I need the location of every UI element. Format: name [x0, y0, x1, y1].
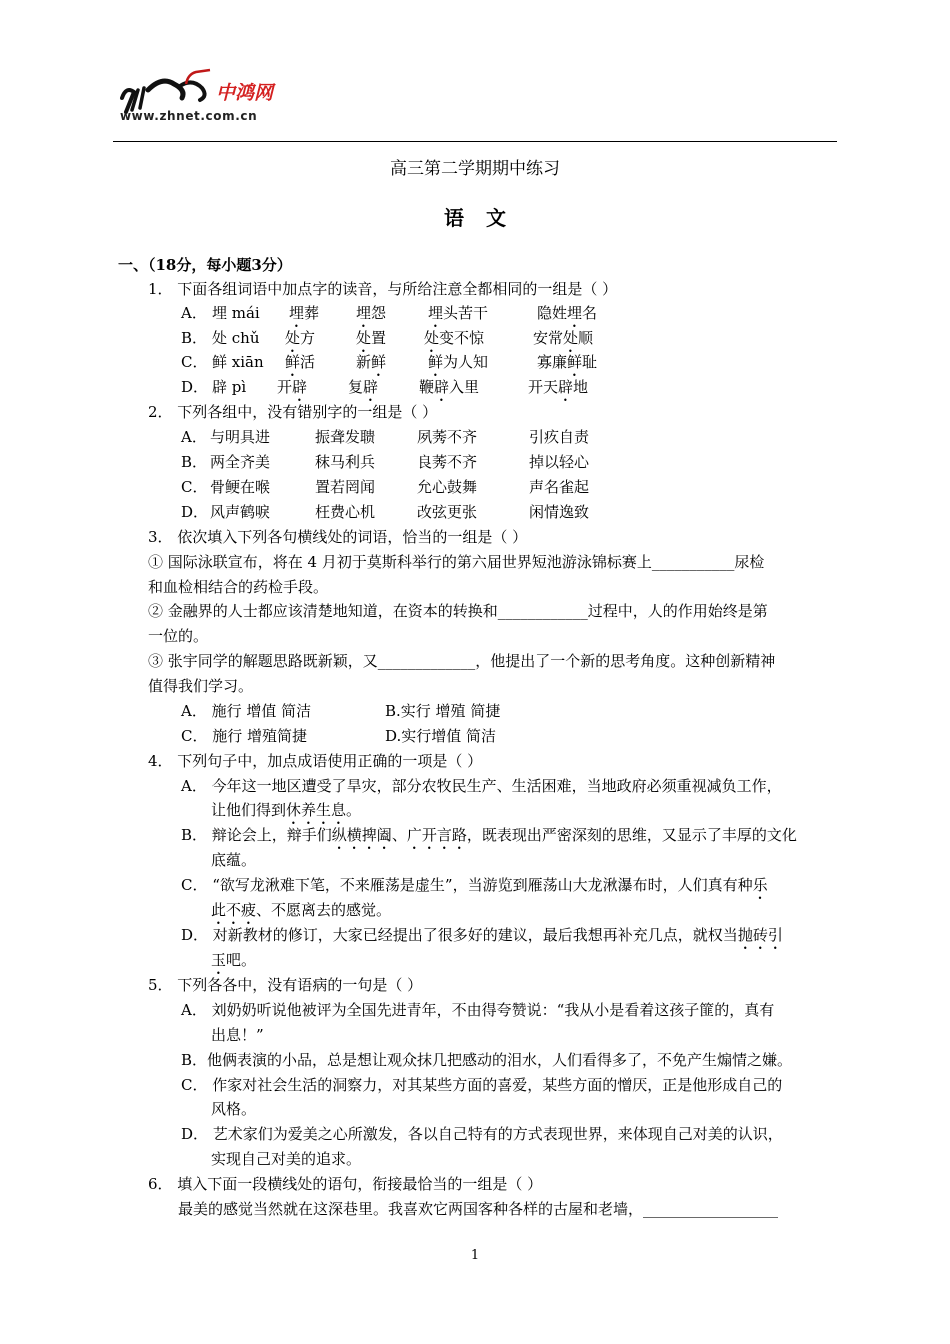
q4-option-c: C． “欲写龙湫难下笔，不来雁荡是虚生”，当游览到雁荡山大龙湫瀑布时，人们真有种乐: [181, 876, 768, 894]
q6-passage: 最美的感觉当然就在这深巷里。我喜欢它两国客种各样的古屋和老墙，__________________: [178, 1200, 779, 1218]
q2-option-c: C． 骨鲠在喉 置若罔闻 允心鼓舞 声名雀起: [181, 478, 590, 496]
q3-sentence-1: ① 国际泳联宣布，将在 4 月初于莫斯科举行的第六届世界短池游泳锦标赛上___________尿检: [148, 553, 765, 571]
q3-sentence-1-cont: 和血检相结合的药检手段。: [148, 578, 329, 596]
q4-option-d: D． 对新教材的修订，大家已经提出了很多好的建议，最后我想再补充几点，就权当抛砖引: [181, 926, 783, 944]
header-rule: [113, 141, 837, 142]
q4-option-b: B． 辩论会上，辩手们纵横捭阖、广开言路，既表现出严密深刻的思维，又显示了丰厚的文化: [181, 826, 797, 844]
logo-text: 中鸿网: [216, 82, 274, 104]
q3-option-c: C． 施行 增殖简捷: [181, 727, 308, 745]
q2-option-d: D． 风声鹤唳 枉费心机 改弦更张 闲情逸致: [181, 503, 590, 521]
q5-option-d-cont: 实现自己对美的追求。: [211, 1150, 362, 1168]
q2-option-a: A． 与明具进 振聋发聩 夙莠不齐 引疚自责: [181, 428, 590, 446]
q1-option-c: C． 鲜 xiān 鲜活 新鲜 鲜为人知 寡廉鲜耻: [181, 353, 598, 371]
q4-option-c-cont: 此不疲、不愿离去的感觉。: [211, 901, 392, 919]
subject-title: 语文: [444, 206, 528, 230]
q5-option-b: B．他俩表演的小品，总是想让观众抹几把感动的泪水，人们看得多了，不免产生煽情之嫌。: [181, 1051, 793, 1069]
q5-option-c-cont: 风格。: [211, 1100, 257, 1118]
q5-option-d: D． 艺术家们为爱美之心所激发，各以自己特有的方式表现世界，来体现自己对美的认识，: [181, 1125, 783, 1143]
q3-sentence-2-cont: 一位的。: [148, 627, 209, 645]
section-heading: 一、（18分，每小题3分）: [118, 256, 292, 274]
q3-option-d: D.实行增值 简洁: [385, 727, 497, 745]
q3-option-b: B.实行 增殖 简捷: [385, 702, 501, 720]
q1-stem: 1． 下面各组词语中加点字的读音，与所给注意全都相同的一组是（ ）: [148, 280, 618, 298]
q5-option-a: A． 刘奶奶听说他被评为全国先进青年，不由得夸赞说：“我从小是看着这孩子篚的，真有: [181, 1001, 775, 1019]
q3-sentence-3: ③ 张宇同学的解题思路既新颖，又_____________，他提出了一个新的思考角度。这种创新精神: [148, 652, 776, 670]
q2-option-b: B． 两全齐美 秣马利兵 良莠不齐 掉以轻心: [181, 453, 590, 471]
page-number: 1: [470, 1248, 480, 1263]
q6-stem: 6． 填入下面一段横线处的语句，衔接最恰当的一组是（ ）: [148, 1175, 543, 1193]
exam-title: 高三第二学期期中练习: [390, 159, 560, 179]
logo-url: www.zhnet.com.cn: [120, 109, 258, 123]
q5-option-a-cont: 出息！”: [211, 1026, 264, 1044]
q3-sentence-3-cont: 值得我们学习。: [148, 677, 254, 695]
q4-option-d-cont: 玉吧。: [211, 951, 257, 969]
q3-option-a: A． 施行 增值 简洁: [181, 702, 312, 720]
q4-stem: 4． 下列句子中，加点成语使用正确的一项是（ ）: [148, 752, 483, 770]
q5-option-c: C． 作家对社会生活的洞察力，对其某些方面的喜爱，某些方面的憎厌，正是他形成自己的: [181, 1076, 783, 1094]
q5-stem: 5． 下列各各中，没有语病的一句是（ ）: [148, 976, 423, 994]
q3-sentence-2: ② 金融界的人士都应该清楚地知道，在资本的转换和____________过程中，人的作用始终是第: [148, 602, 768, 620]
q3-stem: 3． 依次填入下列各句横线处的词语，恰当的一组是（ ）: [148, 528, 528, 546]
q4-option-a-cont: 让他们得到休养生息。: [211, 801, 362, 819]
q1-option-a: A． 埋 mái 埋葬 埋怨 埋头苦干 隐姓埋名: [181, 304, 598, 322]
q4-option-a: A． 今年这一地区遭受了旱灾，部分农牧民生产、生活困难，当地政府必须重视减负工作，: [181, 777, 782, 795]
q4-option-b-cont: 底蕴。: [211, 851, 257, 869]
q1-option-b: B． 处 chǔ 处方 处置 处变不惊 安常处顺: [181, 329, 594, 347]
q2-stem: 2． 下列各组中，没有错别字的一组是（ ）: [148, 403, 438, 421]
q1-option-d: D． 辟 pì 开辟 复辟 鞭辟入里 开天辟地: [181, 378, 589, 396]
